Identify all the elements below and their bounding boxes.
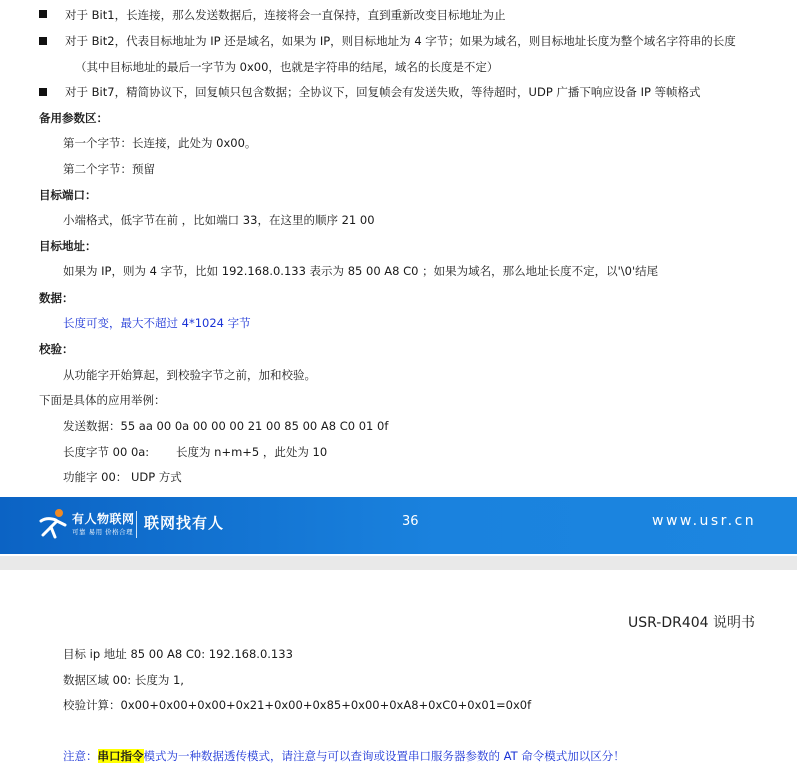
example-function-word: 功能字 00： UDP 方式: [63, 470, 182, 484]
backup-params-byte1: 第一个字节：长连接，此处为 0x00。: [63, 136, 257, 150]
note-highlight: 串口指令: [97, 749, 144, 763]
page-37: [0, 570, 797, 784]
target-address-heading: 目标地址：: [39, 239, 97, 253]
example-data-field: 数据区域 00: 长度为 1,: [63, 673, 184, 687]
document-header-title: USR-DR404 说明书: [627, 615, 755, 631]
footer-divider: [136, 511, 137, 538]
brand-logo-icon: [37, 507, 71, 541]
example-checksum-calc: 校验计算：0x00+0x00+0x00+0x21+0x00+0x85+0x00+0xA8+0xC0+0x01=0x0f: [63, 698, 532, 712]
target-port-heading: 目标端口：: [39, 188, 97, 202]
checksum-desc: 从功能字开始算起，到校验字节之前，加和校验。: [63, 368, 316, 382]
example-heading: 下面是具体的应用举例：: [39, 393, 166, 407]
note-text: 模式为一种数据透传模式，请注意与可以查询或设置串口服务器参数的 AT 命令模式加以区分！: [143, 749, 625, 763]
brand-name: 有人物联网: [72, 512, 135, 526]
serial-command-note: [63, 748, 625, 764]
bullet-bit1: 对于 Bit1，长连接，那么发送数据后，连接将会一直保持，直到重新改变目标地址为止: [65, 8, 506, 22]
bullet-marker: [39, 10, 47, 18]
data-desc: 长度可变，最大不超过 4*1024 字节: [63, 316, 251, 330]
footer-slogan: 联网找有人: [144, 514, 225, 532]
page-number: 36: [402, 514, 419, 529]
bullet-bit2: 对于 Bit2，代表目标地址为 IP 还是域名，如果为 IP，则目标地址为 4 字节；如果为域名，则目标地址长度为整个域名字符串的长度: [65, 34, 736, 48]
checksum-heading: 校验：: [39, 342, 74, 356]
bullet-bit2-continued: （其中目标地址的最后一字节为 0x00，也就是字符串的结尾，域名的长度是不定）: [75, 60, 499, 74]
example-length-value: 长度为 n+m+5 ，此处为 10: [176, 445, 328, 459]
bullet-bit7: 对于 Bit7，精简协议下，回复帧只包含数据；全协议下，回复帧会有发送失败，等待超时，UDP 广播下响应设备 IP 等帧格式: [65, 85, 701, 99]
example-length-label: 长度字节 00 0a:: [63, 445, 150, 459]
example-target-ip: 目标 ip 地址 85 00 A8 C0: 192.168.0.133: [63, 647, 293, 661]
page-footer: [0, 497, 797, 554]
bullet-marker: [39, 37, 47, 45]
footer-website-link[interactable]: www.usr.cn: [652, 513, 757, 529]
bullet-marker: [39, 88, 47, 96]
page-gap: [0, 556, 797, 570]
target-address-desc: 如果为 IP，则为 4 字节，比如 192.168.0.133 表示为 85 00 A8 C0 ；如果为域名，那么地址长度不定，以'\0'结尾: [63, 264, 659, 278]
backup-params-byte2: 第二个字节：预留: [63, 162, 155, 176]
example-send-data: 发送数据：55 aa 00 0a 00 00 00 21 00 85 00 A8 C0 01 0f: [63, 419, 389, 433]
data-heading: 数据：: [39, 291, 74, 305]
backup-params-heading: 备用参数区：: [39, 111, 108, 125]
brand-tagline: 可靠 易用 价格合理: [72, 528, 134, 536]
target-port-desc: 小端格式，低字节在前 ，比如端口 33，在这里的顺序 21 00: [63, 213, 375, 227]
note-label: 注意：: [63, 749, 98, 763]
